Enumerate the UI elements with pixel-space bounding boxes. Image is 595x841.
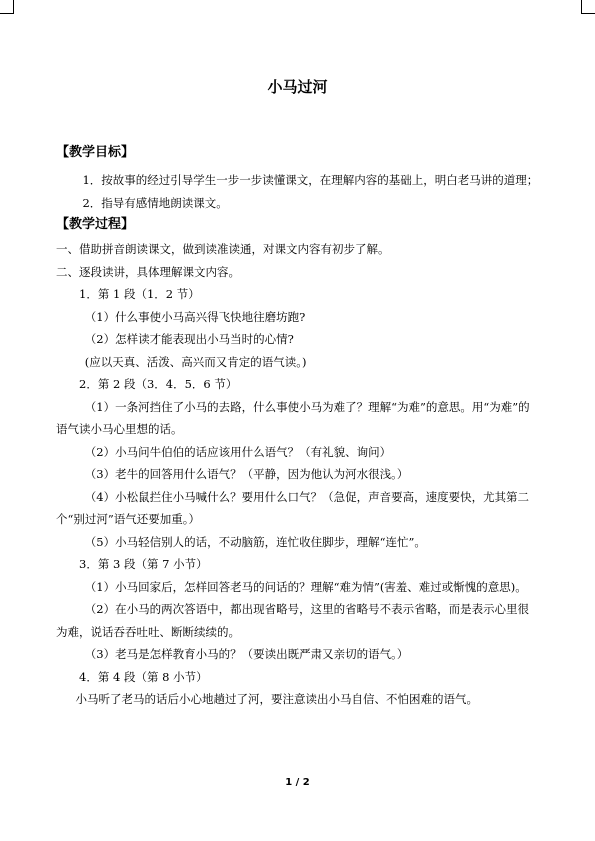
process-subheading: 4．第 4 段（第 8 小节）	[79, 669, 208, 684]
process-line: （4）小松鼠拦住小马喊什么？要用什么口气？（急促，声音要高，速度要快，尤其第二个“别过河”语气还要加重。）	[56, 489, 530, 526]
crop-mark-top-right	[581, 0, 595, 14]
section-heading-goals: 【教学目标】	[56, 145, 135, 160]
process-line: （2）在小马的两次答语中，都出现省略号，这里的省略号不表示省略，而是表示心里很为难，说话吞吞吐吐、断断续续的。	[56, 602, 530, 639]
document-title: 小马过河	[267, 78, 328, 96]
process-line: （1）一条河挡住了小马的去路，什么事使小马为难了？理解“为难”的意思。用“为难”的语气读小马心里想的话。	[56, 399, 530, 436]
page-number: 1 / 2	[285, 777, 310, 788]
process-line: 二、逐段读讲，具体理解课文内容。	[56, 264, 240, 279]
process-line: （2）怎样读才能表现出小马当时的心情?	[84, 332, 294, 346]
process-line: （2）小马问牛伯伯的话应该用什么语气？（有礼貌、询问）	[84, 444, 392, 459]
process-subheading: 1．第 1 段（1．2 节）	[79, 287, 200, 301]
process-subheading: 2．第 2 段（3．4．5．6 节）	[79, 377, 238, 391]
process-line: (应以天真、活泼、高兴而又肯定的语气读。)	[84, 354, 307, 369]
process-line: 小马听了老马的话后小心地趟过了河，要注意读出小马自信、不怕困难的语气。	[75, 692, 479, 706]
process-line: 一、借助拼音朗读课文，做到读准读通，对课文内容有初步了解。	[56, 242, 390, 256]
crop-mark-top-left	[0, 0, 14, 14]
process-line: （3）老牛的回答用什么语气？（平静，因为他认为河水很浅。）	[84, 467, 409, 481]
process-subheading: 3．第 3 段（第 7 小节）	[79, 557, 208, 571]
process-line: （1）小马回家后，怎样回答老马的问话的？理解“难为情”(害羞、难过或惭愧的意思)。	[84, 579, 527, 594]
section-heading-process: 【教学过程】	[56, 217, 135, 232]
process-line: （5）小马轻信别人的话，不动脑筋，连忙收住脚步，理解“连忙”。	[84, 534, 426, 549]
process-line: （1）什么事使小马高兴得飞快地往磨坊跑?	[84, 309, 306, 324]
document-body	[56, 143, 540, 711]
process-line: （3）老马是怎样教育小马的？（要读出既严肃又亲切的语气。）	[84, 647, 409, 661]
goal-item-2: 2．指导有感情地朗读课文。	[82, 195, 228, 210]
goal-item-1: 1．按故事的经过引导学生一步一步读懂课文，在理解内容的基础上，明白老马讲的道理；	[82, 173, 539, 187]
